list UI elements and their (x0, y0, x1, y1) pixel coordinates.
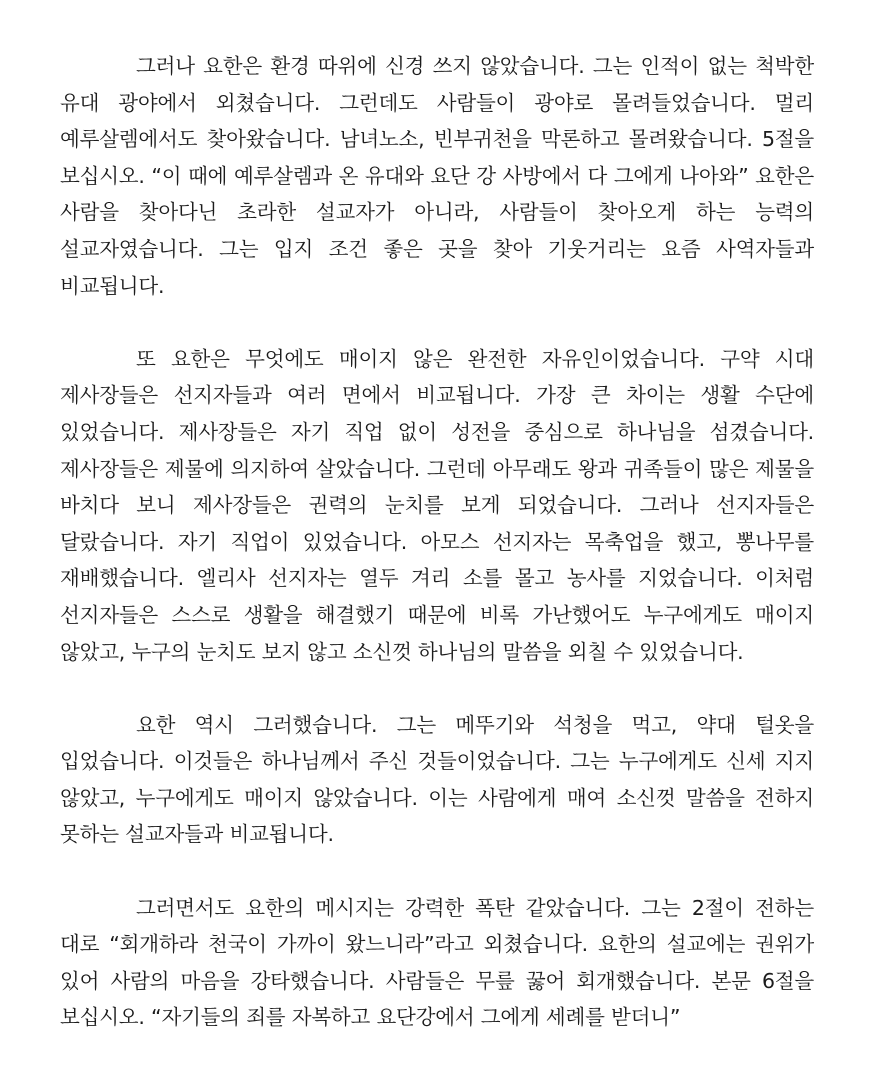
document-page (60, 48, 814, 1036)
paragraph-4: 그러면서도 요한의 메시지는 강력한 폭탄 같았습니다. 그는 2절이 전하는 대로 “회개하라 천국이 가까이 왔느니라”라고 외쳤습니다. 요한의 설교에는 권위가 있어 사람의 마음을 강타했습니다. 사람들은 무릎 꿇어 회개했습니다. 본문 6절을 보십시오. “자기들의 죄를 자복하고 요단강에서 그에게 세례를 받더니” (60, 895, 814, 1030)
paragraph-1: 그러나 요한은 환경 따위에 신경 쓰지 않았습니다. 그는 인적이 없는 척박한 유대 광야에서 외쳤습니다. 그런데도 사람들이 광야로 몰려들었습니다. 멀리 예루살렘에서도 찾아왔습니다. 남녀노소, 빈부귀천을 막론하고 몰려왔습니다. 5절을 보십시오. “이 때에 예루살렘과 온 유대와 요단 강 사방에서 다 그에게 나아와” 요한은 사람을 찾아다닌 초라한 설교자가 아니라, 사람들이 찾아오게 하는 능력의 설교자였습니다. 그는 입지 조건 좋은 곳을 찾아 기웃거리는 요즘 사역자들과 비교됩니다. (60, 54, 814, 298)
paragraph-3: 요한 역시 그러했습니다. 그는 메뚜기와 석청을 먹고, 약대 털옷을 입었습니다. 이것들은 하나님께서 주신 것들이었습니다. 그는 누구에게도 신세 지지 않았고, 누구에게도 매이지 않았습니다. 이는 사람에게 매여 소신껏 말씀을 전하지 못하는 설교자들과 비교됩니다. (60, 712, 814, 847)
paragraph-2: 또 요한은 무엇에도 매이지 않은 완전한 자유인이었습니다. 구약 시대 제사장들은 선지자들과 여러 면에서 비교됩니다. 가장 큰 차이는 생활 수단에 있었습니다. 제사장들은 자기 직업 없이 성전을 중심으로 하나님을 섬겼습니다. 제사장들은 제물에 의지하여 살았습니다. 그런데 아무래도 왕과 귀족들이 많은 제물을 바치다 보니 제사장들은 권력의 눈치를 보게 되었습니다. 그러나 선지자들은 달랐습니다. 자기 직업이 있었습니다. 아모스 선지자는 목축업을 했고, 뽕나무를 재배했습니다. 엘리사 선지자는 열두 겨리 소를 몰고 농사를 지었습니다. 이처럼 선지자들은 스스로 생활을 해결했기 때문에 비록 가난했어도 누구에게도 매이지 않았고, 누구의 눈치도 보지 않고 소신껏 하나님의 말씀을 외칠 수 있었습니다. (60, 346, 814, 664)
